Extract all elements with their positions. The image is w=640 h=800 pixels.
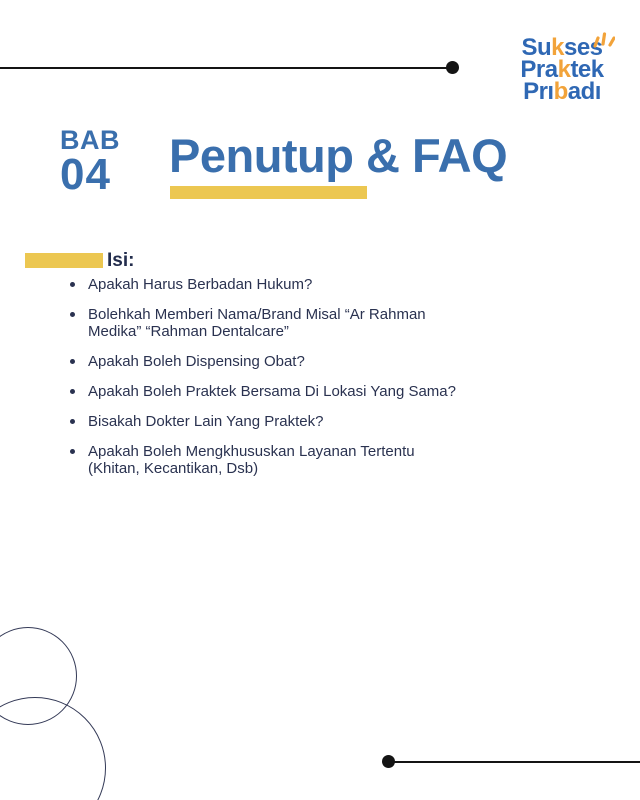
list-item-text: Apakah Boleh Mengkhususkan Layanan Tertentu (Khitan, Kecantikan, Dsb) xyxy=(88,443,415,477)
list-item xyxy=(88,306,460,340)
brand-text: ses xyxy=(563,34,603,61)
chapter-badge xyxy=(60,125,120,199)
brand-text: adı xyxy=(567,78,601,105)
list-item-text: Bolehkah Memberi Nama/Brand Misal “Ar Rahman Medika” “Rahman Dentalcare” xyxy=(88,306,426,340)
brand-text: tek xyxy=(570,56,604,83)
list-item xyxy=(88,276,460,293)
sparkle-icon xyxy=(591,28,615,48)
brand-text: Su xyxy=(521,34,552,61)
list-item xyxy=(88,413,460,430)
list-item xyxy=(88,353,460,370)
brand-accent-letter: b xyxy=(553,78,568,105)
brand-logo xyxy=(511,34,613,105)
list-item-text: Apakah Boleh Dispensing Obat? xyxy=(88,353,305,370)
contents-heading-bar xyxy=(25,253,103,268)
brand-accent-letter: k xyxy=(551,34,564,61)
brand-word-pribadi xyxy=(511,78,613,105)
top-left-divider-line xyxy=(0,67,450,69)
list-item-text: Bisakah Dokter Lain Yang Praktek? xyxy=(88,413,324,430)
brand-text: Pra xyxy=(520,56,558,83)
contents-heading: Isi: xyxy=(107,250,135,271)
title-underline-bar xyxy=(170,186,367,199)
list-item xyxy=(88,443,460,477)
list-item-text: Apakah Harus Berbadan Hukum? xyxy=(88,276,313,293)
top-left-divider-dot xyxy=(446,61,459,74)
page-title: Penutup & FAQ xyxy=(169,129,508,182)
chapter-number: 04 xyxy=(60,150,111,199)
list-item xyxy=(88,383,460,400)
list-item-text: Apakah Boleh Praktek Bersama Di Lokasi Yang Sama? xyxy=(88,383,456,400)
brand-accent-letter: k xyxy=(557,56,571,83)
decorative-circle-large xyxy=(0,697,106,800)
chapter-label: BAB xyxy=(60,125,120,155)
faq-list xyxy=(88,276,460,490)
bottom-right-divider-line xyxy=(389,761,640,763)
brand-text: Prı xyxy=(523,78,554,105)
